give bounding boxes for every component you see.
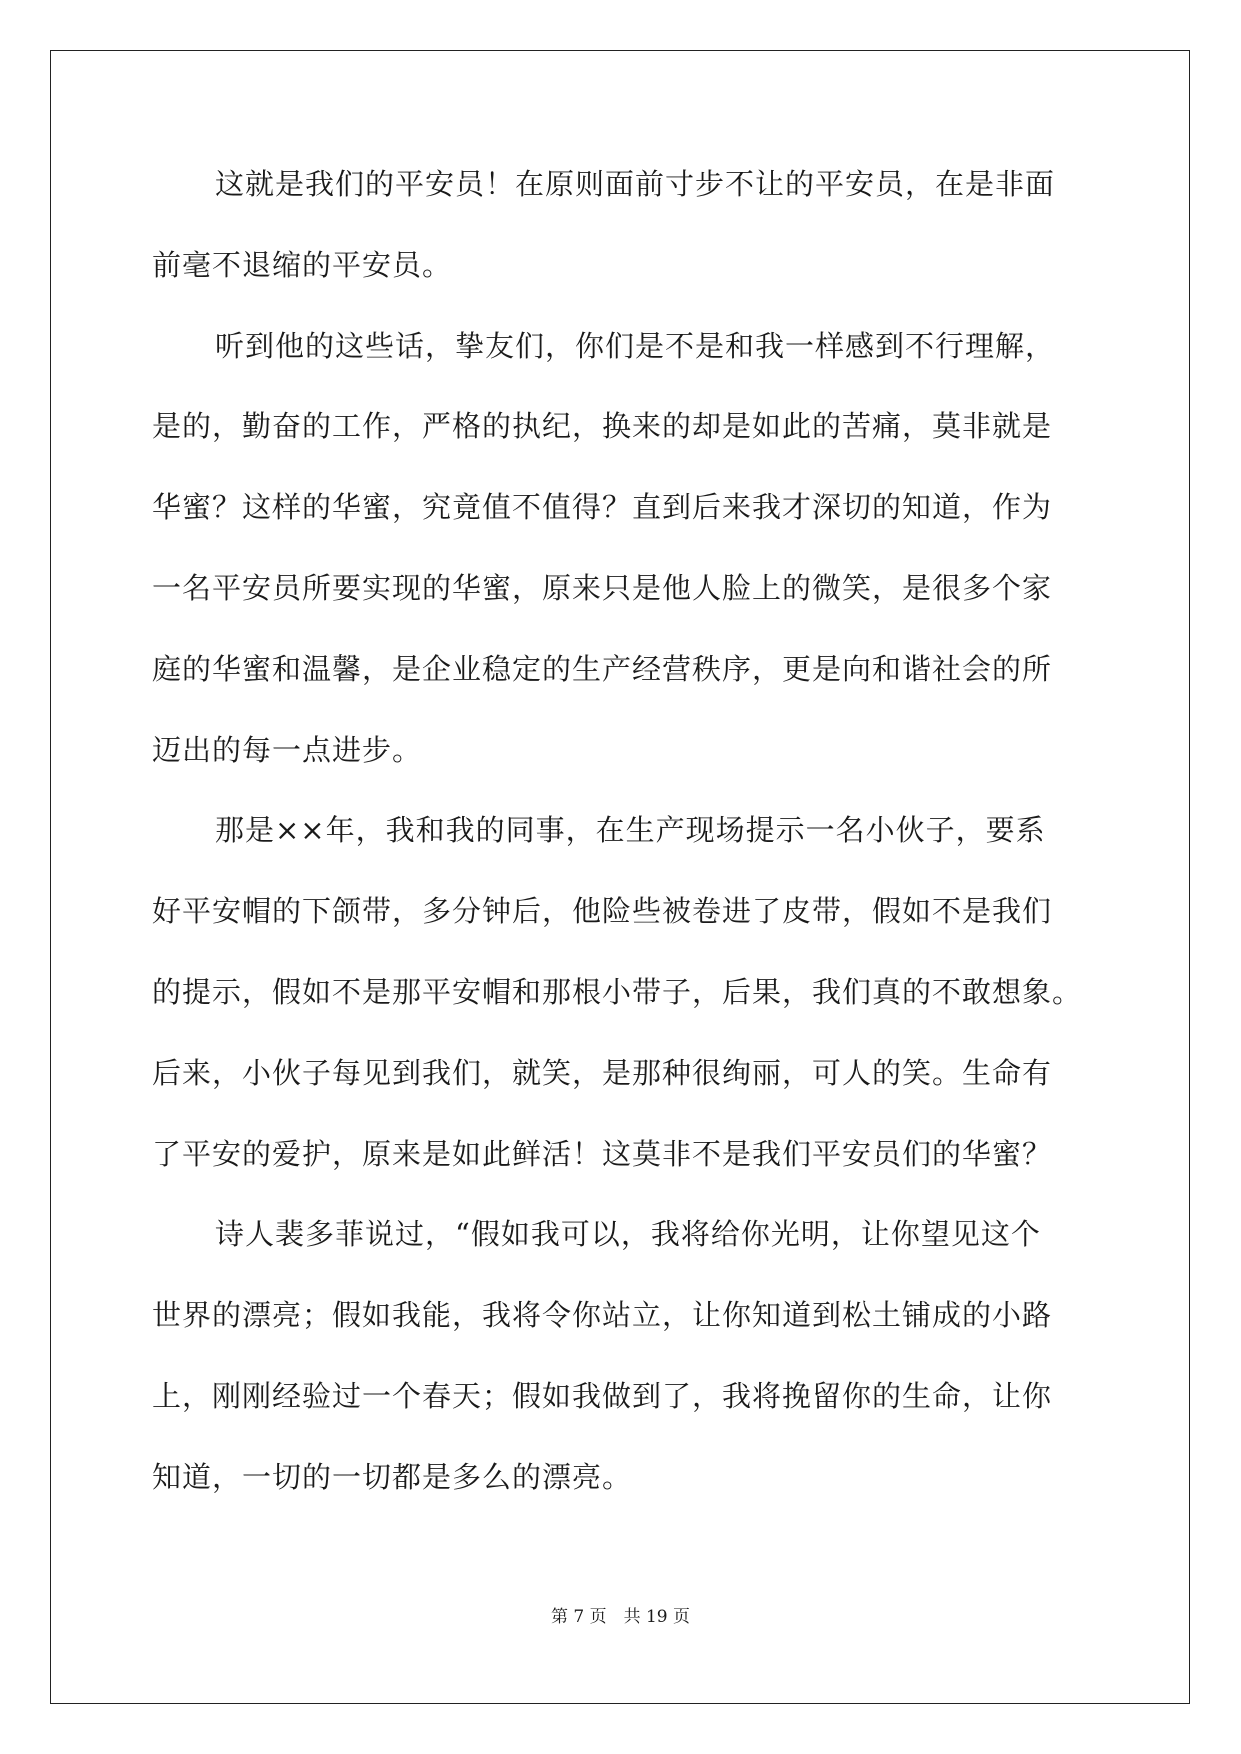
text-line: 后来，小伙子每见到我们，就笑，是那种很绚丽，可人的笑。生命有 xyxy=(152,1055,1053,1090)
text-line: 上，刚刚经验过一个春天；假如我做到了，我将挽留你的生命，让你 xyxy=(152,1378,1053,1413)
text-line: 知道，一切的一切都是多么的漂亮。 xyxy=(152,1459,633,1494)
text-line: 世界的漂亮；假如我能，我将令你站立，让你知道到松土铺成的小路 xyxy=(152,1298,1053,1333)
text-line: 这就是我们的平安员！在原则面前寸步不让的平安员，在是非面 xyxy=(215,167,1056,201)
text-line: 了平安的爱护，原来是如此鲜活！这莫非不是我们平安员们的华蜜？ xyxy=(152,1136,1053,1171)
text-line: 好平安帽的下颌带，多分钟后，他险些被卷进了皮带，假如不是我们 xyxy=(152,894,1053,929)
text-line: 诗人裴多菲说过，“假如我可以，我将给你光明，让你望见这个 xyxy=(215,1217,1041,1252)
text-line: 庭的华蜜和温馨，是企业稳定的生产经营秩序，更是向和谐社会的所 xyxy=(152,651,1053,686)
text-line: 那是××年，我和我的同事，在生产现场提示一名小伙子，要系 xyxy=(215,813,1046,848)
text-line: 前毫不退缩的平安员。 xyxy=(152,247,453,282)
text-line: 听到他的这些话，挚友们，你们是不是和我一样感到不行理解， xyxy=(215,328,1056,363)
text-line: 的提示，假如不是那平安帽和那根小带子，后果，我们真的不敢想象。 xyxy=(152,974,1083,1009)
text-line: 华蜜？这样的华蜜，究竟值不值得？直到后来我才深切的知道，作为 xyxy=(152,490,1053,525)
document-body xyxy=(152,149,1092,1523)
text-line: 是的，勤奋的工作，严格的执纪，换来的却是如此的苦痛，莫非就是 xyxy=(152,409,1053,444)
text-line: 迈出的每一点进步。 xyxy=(152,732,423,767)
text-line: 一名平安员所要实现的华蜜，原来只是他人脸上的微笑，是很多个家 xyxy=(152,570,1053,605)
page-number-footer: 第 7 页 共 19 页 xyxy=(550,1607,691,1627)
